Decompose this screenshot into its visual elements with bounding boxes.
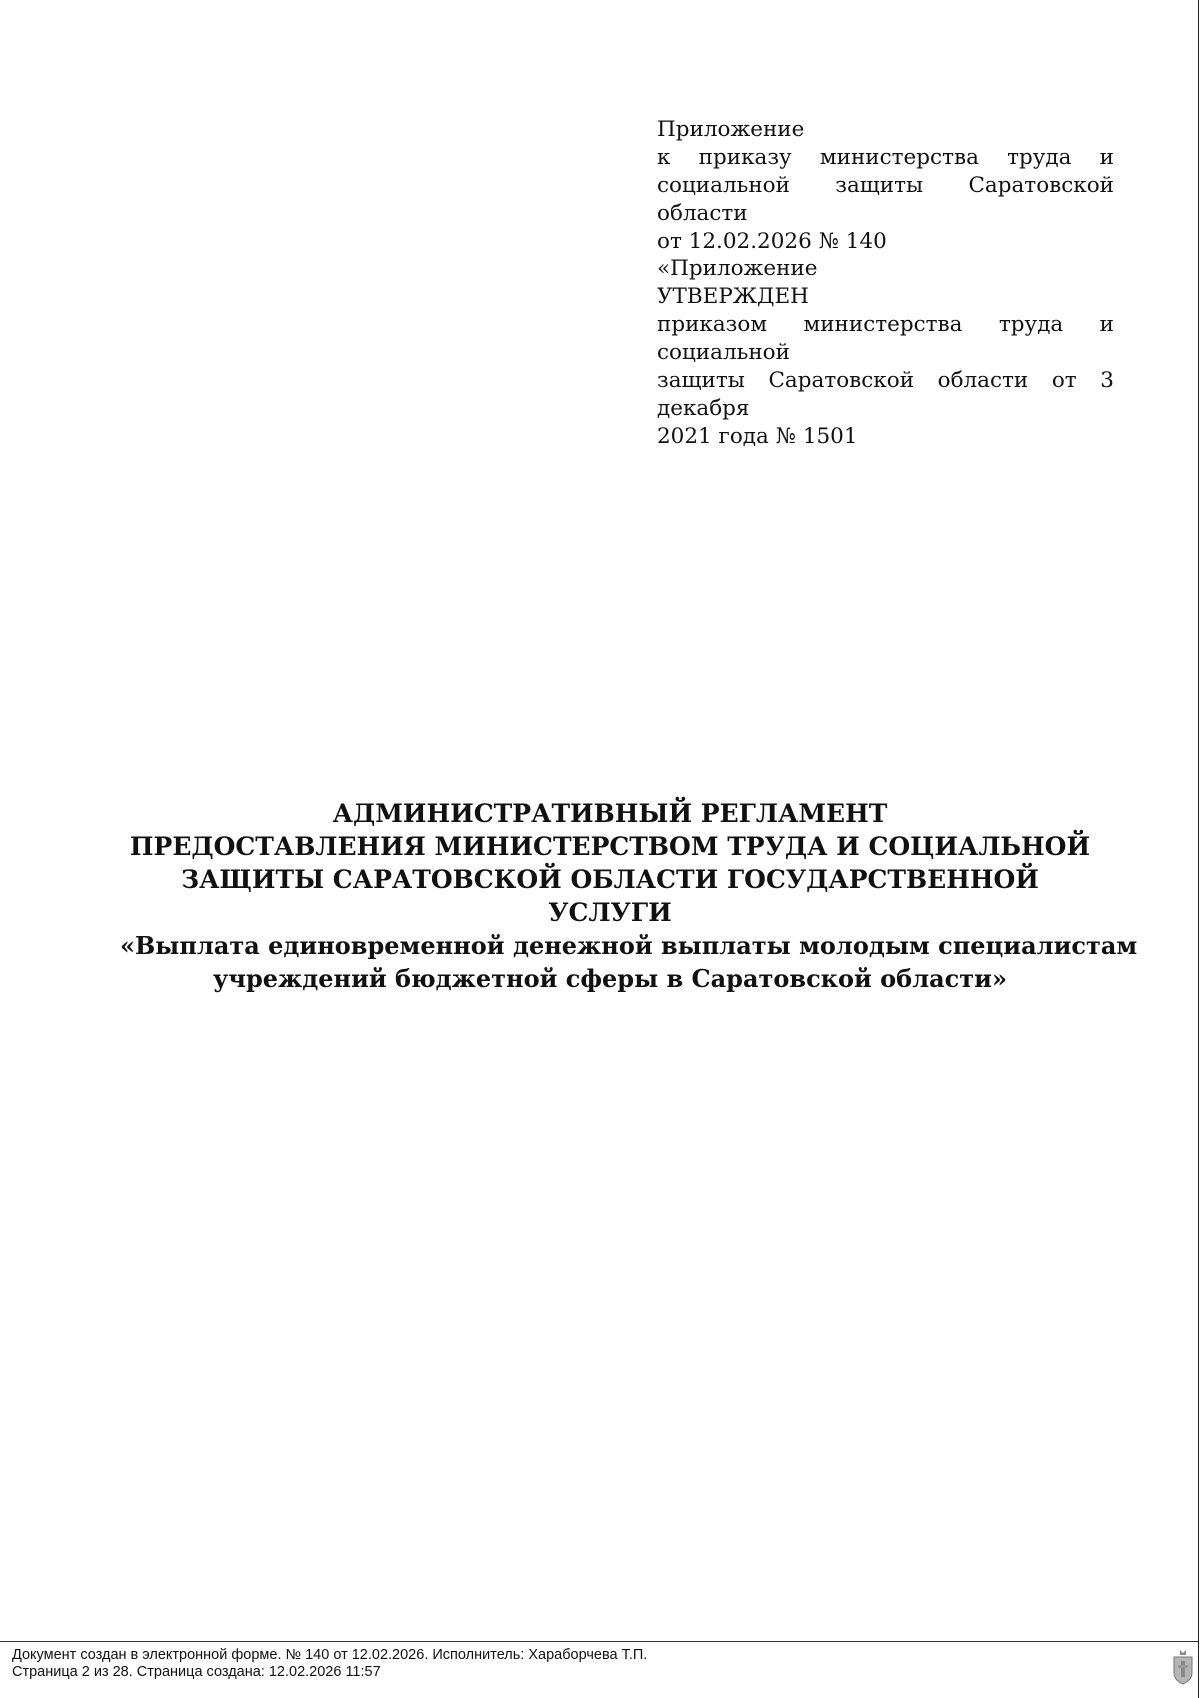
title-line-2: ПРЕДОСТАВЛЕНИЯ МИНИСТЕРСТВОМ ТРУДА И СОЦИАЛЬНОЙ [129,832,1091,861]
coat-of-arms-icon [1172,1649,1194,1685]
approval-appendix-label: «Приложение [657,256,818,281]
footer [12,1647,647,1681]
appendix-order-date: от 12.02.2026 № 140 [657,229,887,254]
approval-order-text: приказом министерства труда и социальной [657,312,1114,365]
appendix-ministry: социальной защиты Саратовской области [657,173,1114,226]
title-line-1: АДМИНИСТРАТИВНЫЙ РЕГЛАМЕНТ [332,799,888,828]
approval-block [657,255,1114,451]
title-line-3: ЗАЩИТЫ САРАТОВСКОЙ ОБЛАСТИ ГОСУДАРСТВЕННОЙ [181,865,1039,894]
approval-stamp: УТВЕРЖДЕН [657,284,809,309]
appendix-order-ref: к приказу министерства труда и [657,145,1114,170]
page-right-border [1198,0,1199,1698]
title-line-4: УСЛУГИ [548,898,672,927]
footer-divider [0,1641,1198,1642]
appendix-label: Приложение [657,117,805,142]
footer-page-info: Страница 2 из 28. Страница создана: 12.02.2026 11:57 [12,1664,381,1680]
appendix-header [657,116,1114,256]
approval-order-number: 2021 года № 1501 [657,424,858,449]
document-title [120,797,1138,995]
footer-document-info: Документ создан в электронной форме. № 140 от 12.02.2026. Исполнитель: Хараборчева Т.П. [12,1647,648,1663]
approval-ministry-date: защиты Саратовской области от 3 декабря [657,368,1114,421]
service-name-line-1: «Выплата единовременной денежной выплаты молодым специалистам [120,931,1138,960]
service-name-line-2: учреждений бюджетной сферы в Саратовской области» [213,964,1007,993]
